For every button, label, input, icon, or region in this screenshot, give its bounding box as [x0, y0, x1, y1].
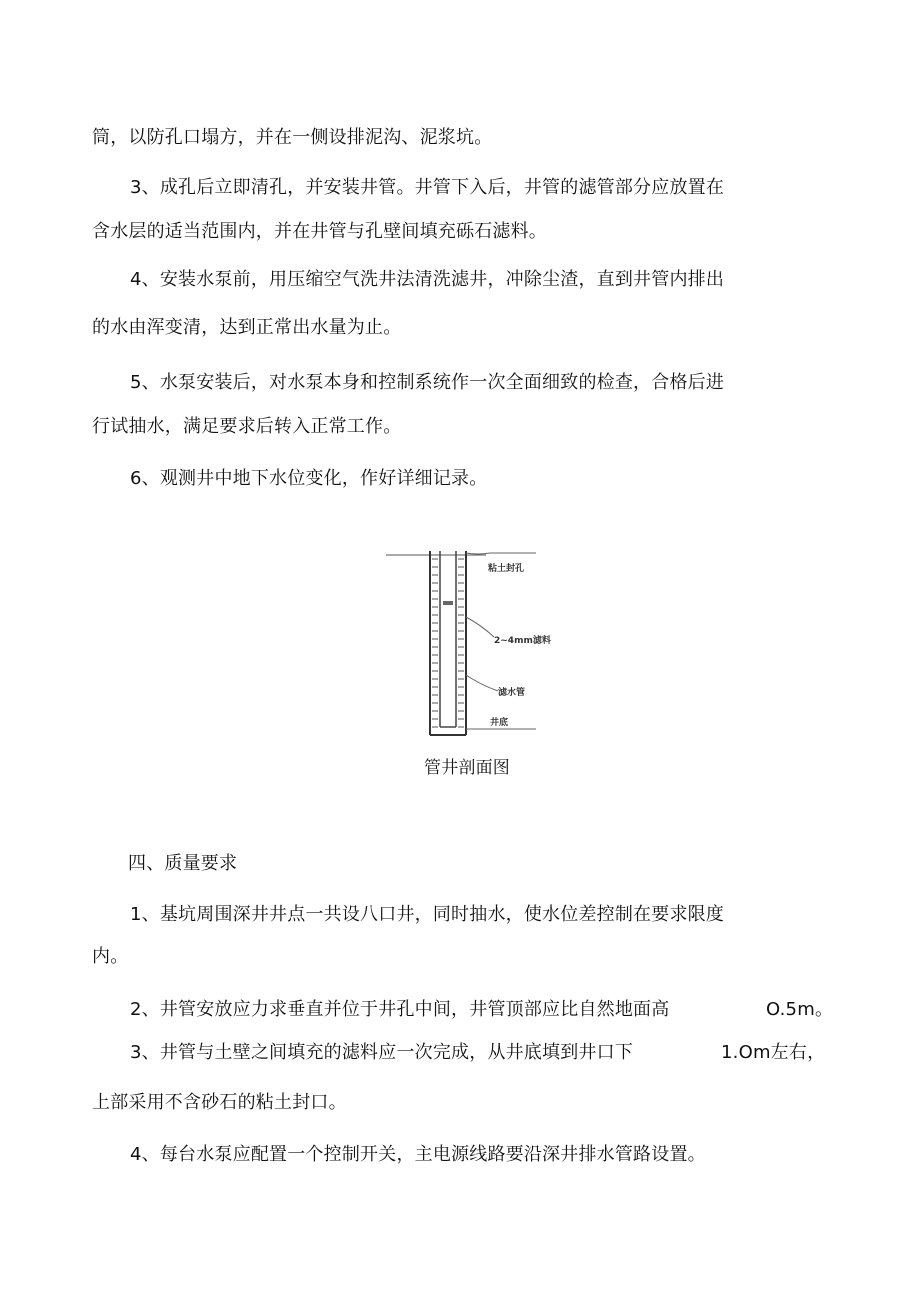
paragraph-line: 上部采用不含砂石的粘土封口。 — [92, 1092, 347, 1113]
paragraph-line: 行试抽水，满足要求后转入正常工作。 — [92, 416, 402, 437]
paragraph-line: 5、水泵安装后，对水泵本身和控制系统作一次全面细致的检查，合格后进 — [130, 372, 725, 393]
paragraph-line: 筒，以防孔口塌方，并在一侧设排泥沟、泥浆坑。 — [92, 127, 493, 148]
paragraph-line: 1、基坑周围深井井点一共设八口井，同时抽水，使水位差控制在要求限度 — [130, 904, 725, 925]
paragraph-value: O.5m。 — [766, 999, 834, 1020]
section-heading: 四、质量要求 — [128, 853, 238, 874]
figure-caption: 管井剖面图 — [424, 758, 510, 778]
paragraph-line: 含水层的适当范围内，并在井管与孔壁间填充砾石滤料。 — [92, 221, 547, 242]
label-filter-pipe: 滤水管 — [498, 688, 526, 698]
paragraph-line: 2、井管安放应力求垂直并位于井孔中间，井管顶部应比自然地面高 — [130, 999, 670, 1020]
paragraph-value: 1.Om左右， — [721, 1042, 826, 1063]
paragraph-line: 的水由浑变清，达到正常出水量为止。 — [92, 317, 402, 338]
label-bottom: 井底 — [490, 718, 509, 728]
paragraph-line: 4、安装水泵前，用压缩空气洗井法清洗滤井，冲除尘渣，直到井管内排出 — [130, 269, 725, 290]
paragraph-line: 3、井管与土壁之间填充的滤料应一次完成，从井底填到井口下 — [130, 1042, 634, 1063]
paragraph-line: 3、成孔后立即清孔，并安装井管。井管下入后，井管的滤管部分应放置在 — [130, 177, 725, 198]
label-seal: 粘土封孔 — [488, 564, 525, 574]
label-filter-material: 2~4mm滤料 — [494, 636, 551, 646]
well-section-figure — [386, 545, 572, 745]
paragraph-line: 4、每台水泵应配置一个控制开关，主电源线路要沿深井排水管路设置。 — [130, 1144, 706, 1165]
paragraph-line: 6、观测井中地下水位变化，作好详细记录。 — [130, 468, 488, 489]
paragraph-line: 内。 — [92, 946, 129, 967]
